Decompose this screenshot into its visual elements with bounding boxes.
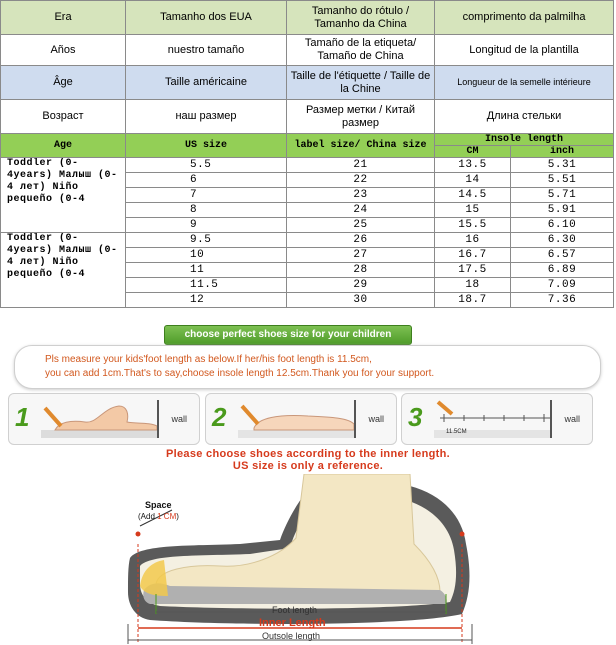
label-size-cell: 30 bbox=[287, 293, 435, 308]
label-size-cell: 24 bbox=[287, 203, 435, 218]
label-size-header: label size/ China size bbox=[287, 134, 435, 158]
header-cell: наш размер bbox=[126, 100, 287, 134]
wall-label: wall bbox=[368, 414, 384, 424]
cm-header: CM bbox=[435, 146, 511, 158]
label-size-cell: 26 bbox=[287, 233, 435, 248]
wall-marker bbox=[354, 400, 356, 438]
header-cell: Tamanho dos EUA bbox=[126, 1, 287, 35]
measure-step-2 bbox=[205, 393, 397, 445]
header-row-english bbox=[1, 134, 614, 146]
inch-cell: 6.10 bbox=[511, 218, 614, 233]
header-cell: Длина стельки bbox=[435, 100, 614, 134]
wall-label: wall bbox=[171, 414, 187, 424]
header-cell: nuestro tamaño bbox=[126, 35, 287, 66]
header-cell: Taille de l'étiquette / Taille de la Chine bbox=[287, 66, 435, 100]
step-number: 1 bbox=[15, 402, 30, 432]
inch-cell: 5.31 bbox=[511, 158, 614, 173]
inch-cell: 6.89 bbox=[511, 263, 614, 278]
inch-cell: 5.71 bbox=[511, 188, 614, 203]
step-number: 2 bbox=[212, 402, 227, 432]
age-group-cell: Toddler (0-4years) Малыш (0-4 лет) Niño pequeño (0-4 bbox=[1, 158, 126, 233]
header-row-portuguese bbox=[1, 1, 614, 35]
wall-marker bbox=[157, 400, 159, 438]
ruler-reading: 11.5CM bbox=[446, 429, 467, 435]
instruction-line: you can add 1cm.That's to say,choose insole length 12.5cm.Thank you for your support. bbox=[45, 368, 435, 379]
measure-instructions bbox=[14, 345, 601, 389]
us-size-cell: 9.5 bbox=[126, 233, 287, 248]
add-space-label: (Add 1 CM) bbox=[138, 512, 179, 521]
foot-on-paper-icon bbox=[41, 400, 171, 440]
space-label: Space bbox=[145, 500, 172, 510]
inner-length-label: Inner Length bbox=[259, 617, 326, 629]
header-cell: Años bbox=[1, 35, 126, 66]
header-cell: Размер метки / Китай размер bbox=[287, 100, 435, 134]
header-cell: Tamaño de la etiqueta/ Tamaño de China bbox=[287, 35, 435, 66]
warning-text: US size is only a reference. bbox=[232, 460, 384, 472]
inch-cell: 7.09 bbox=[511, 278, 614, 293]
inch-cell: 7.36 bbox=[511, 293, 614, 308]
us-size-cell: 9 bbox=[126, 218, 287, 233]
header-row-spanish bbox=[1, 35, 614, 66]
inch-cell: 6.57 bbox=[511, 248, 614, 263]
foot-length-label: Foot length bbox=[272, 605, 318, 615]
wall-marker bbox=[550, 400, 552, 438]
header-cell: Taille américaine bbox=[126, 66, 287, 100]
cm-cell: 13.5 bbox=[435, 158, 511, 173]
ruler-icon bbox=[434, 400, 564, 440]
foot-outline-icon bbox=[238, 400, 368, 440]
wall-label: wall bbox=[564, 414, 580, 424]
inch-cell: 5.51 bbox=[511, 173, 614, 188]
label-size-cell: 25 bbox=[287, 218, 435, 233]
header-row-french bbox=[1, 66, 614, 100]
label-size-cell: 21 bbox=[287, 158, 435, 173]
measure-step-3 bbox=[401, 393, 593, 445]
us-size-cell: 5.5 bbox=[126, 158, 287, 173]
instruction-line: Pls measure your kids'foot length as below.If her/his foot length is 11.5cm, bbox=[45, 354, 372, 365]
inch-header: inch bbox=[511, 146, 614, 158]
label-size-cell: 28 bbox=[287, 263, 435, 278]
cm-cell: 15 bbox=[435, 203, 511, 218]
label-size-cell: 22 bbox=[287, 173, 435, 188]
header-cell: Âge bbox=[1, 66, 126, 100]
table-row bbox=[1, 158, 614, 173]
inch-cell: 6.30 bbox=[511, 233, 614, 248]
us-size-cell: 7 bbox=[126, 188, 287, 203]
cm-cell: 14.5 bbox=[435, 188, 511, 203]
cm-cell: 18.7 bbox=[435, 293, 511, 308]
table-row bbox=[1, 233, 614, 248]
inch-cell: 5.91 bbox=[511, 203, 614, 218]
label-size-cell: 23 bbox=[287, 188, 435, 203]
step-number: 3 bbox=[408, 402, 423, 432]
cm-cell: 16 bbox=[435, 233, 511, 248]
outsole-length-label: Outsole length bbox=[262, 631, 321, 641]
age-group-cell: Toddler (0-4years) Малыш (0-4 лет) Niño pequeño (0-4 bbox=[1, 233, 126, 308]
warning-text: Please choose shoes according to the inner length. bbox=[166, 448, 450, 460]
us-size-cell: 11 bbox=[126, 263, 287, 278]
insole-length-header: Insole length bbox=[435, 134, 614, 146]
size-chart-table bbox=[0, 0, 614, 308]
cm-cell: 16.7 bbox=[435, 248, 511, 263]
us-size-cell: 6 bbox=[126, 173, 287, 188]
cm-cell: 18 bbox=[435, 278, 511, 293]
us-size-cell: 10 bbox=[126, 248, 287, 263]
us-size-cell: 11.5 bbox=[126, 278, 287, 293]
header-cell: Longueur de la semelle intérieure bbox=[435, 66, 614, 100]
us-size-cell: 12 bbox=[126, 293, 287, 308]
cm-cell: 17.5 bbox=[435, 263, 511, 278]
guide-banner: choose perfect shoes size for your children bbox=[164, 325, 412, 345]
us-size-header: US size bbox=[126, 134, 287, 158]
header-cell: Era bbox=[1, 1, 126, 35]
us-size-cell: 8 bbox=[126, 203, 287, 218]
measure-step-1 bbox=[8, 393, 200, 445]
header-cell: comprimento da palmilha bbox=[435, 1, 614, 35]
header-cell: Возраст bbox=[1, 100, 126, 134]
label-size-cell: 27 bbox=[287, 248, 435, 263]
cm-cell: 15.5 bbox=[435, 218, 511, 233]
age-header: Age bbox=[1, 134, 126, 158]
shoe-size-guide-image bbox=[0, 322, 616, 645]
header-row-russian bbox=[1, 100, 614, 134]
header-cell: Longitud de la plantilla bbox=[435, 35, 614, 66]
header-cell: Tamanho do rótulo / Tamanho da China bbox=[287, 1, 435, 35]
label-size-cell: 29 bbox=[287, 278, 435, 293]
cm-cell: 14 bbox=[435, 173, 511, 188]
